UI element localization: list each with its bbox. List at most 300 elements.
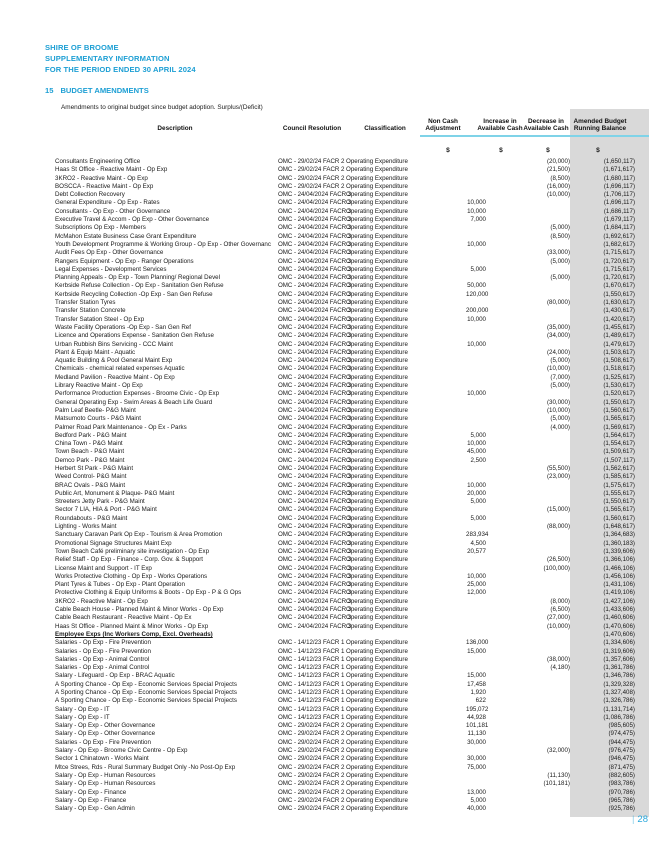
cell-decrease-available-cash [512,216,570,224]
table-row [45,216,649,224]
cell-council-resolution: OMC - 24/04/2024 FACR 3 [278,614,352,622]
table-row [45,233,649,241]
table-row [45,714,649,722]
table-row [45,349,649,357]
cell-council-resolution: OMC - 24/04/2024 FACR 3 [278,572,352,580]
cell-classification: Operating Expenditure [346,755,408,763]
cell-council-resolution: OMC - 24/04/2024 FACR 3 [278,539,352,547]
table-row [45,681,649,689]
cell-council-resolution: OMC - 24/04/2024 FACR 3 [278,274,352,282]
cell-description: Transfer Station Tyres [55,299,116,307]
cell-council-resolution: OMC - 24/04/2024 FACR 3 [278,581,352,589]
cell-increase-available-cash: 10,000 [467,199,486,207]
cell-amended-balance: (1,564,617) [570,432,649,440]
cell-council-resolution: OMC - 14/12/23 FACR 1 [278,647,345,655]
cell-decrease-available-cash [512,581,570,589]
cell-council-resolution: OMC - 24/04/2024 FACR 3 [278,464,352,472]
cell-classification: Operating Expenditure [346,158,408,165]
cell-decrease-available-cash: (5,000) [550,415,570,423]
cell-decrease-available-cash: (80,000) [546,299,570,307]
cell-classification: Operating Expenditure [346,440,408,448]
cell-non-cash-adjustment [420,282,466,290]
cell-description: BOSCCA - Reactive Maint - Op Exp [55,182,154,190]
table-row [45,266,649,274]
cell-non-cash-adjustment [420,382,466,390]
cell-classification: Operating Expenditure [346,216,408,224]
cell-non-cash-adjustment [420,307,466,315]
cell-increase-available-cash: 40,000 [467,805,486,813]
cell-description: Salary - Op Exp - IT [55,713,110,721]
cell-non-cash-adjustment [420,316,466,324]
cell-increase-available-cash: 17,458 [467,680,486,688]
cell-council-resolution: OMC - 24/04/2024 FACR 3 [278,307,352,315]
cell-description: Performance Production Expenses - Broome Civic - Op Exp [55,390,220,398]
cell-council-resolution: OMC - 29/02/24 FACR 2 [278,158,345,165]
cell-decrease-available-cash: (5,000) [550,274,570,282]
table-row [45,722,649,730]
section-number: 15 [45,86,54,95]
cell-increase-available-cash [466,415,512,423]
cell-non-cash-adjustment [420,523,466,531]
cell-increase-available-cash [466,374,512,382]
cell-amended-balance: (925,786) [570,805,649,813]
cell-description: Licence and Operations Expense - Sanitation Gen Refuse [55,332,214,340]
cell-classification: Operating Expenditure [346,406,408,414]
cell-amended-balance: (1,565,617) [570,506,649,514]
cell-description: Plant Tyres & Tubes - Op Exp - Plant Operation [55,581,185,589]
section-title: BUDGET AMENDMENTS [60,86,149,95]
cell-council-resolution: OMC - 24/04/2024 FACR 3 [278,382,352,390]
cell-classification: Operating Expenditure [346,240,408,248]
cell-non-cash-adjustment [420,639,466,647]
cell-increase-available-cash: 44,928 [467,713,486,721]
cell-description: Chemicals - chemical related expenses Aquatic [55,365,185,373]
cell-classification: Operating Expenditure [346,655,408,663]
table-row [45,573,649,581]
cell-non-cash-adjustment [420,216,466,224]
cell-classification: Operating Expenditure [346,290,408,298]
cell-decrease-available-cash [512,307,570,315]
col-header-increase-available-cash: Increase in Available Cash [477,117,523,133]
table-row [45,199,649,207]
cell-non-cash-adjustment [420,623,466,631]
cell-council-resolution: OMC - 29/02/24 FACR 2 [278,805,345,813]
cell-classification: Operating Expenditure [346,639,408,647]
table-row [45,465,649,473]
cell-non-cash-adjustment [420,432,466,440]
cell-increase-available-cash: 11,130 [467,730,486,738]
cell-amended-balance: (1,715,617) [570,249,649,257]
cell-council-resolution: OMC - 24/04/2024 FACR 3 [278,531,352,539]
cell-description: Sector 1 Chinatown - Works Maint [55,755,149,763]
table-row [45,623,649,631]
cell-council-resolution: OMC - 24/04/2024 FACR 3 [278,398,352,406]
cell-amended-balance: (1,585,617) [570,473,649,481]
cell-non-cash-adjustment [420,780,466,788]
cell-increase-available-cash: 5,000 [470,498,486,506]
cell-description: General Operating Exp - Swim Areas & Beach Life Guard [55,398,213,406]
cell-classification: Operating Expenditure [346,606,408,614]
cell-non-cash-adjustment [420,672,466,680]
cell-decrease-available-cash: (88,000) [546,523,570,531]
cell-amended-balance: (1,555,617) [570,490,649,498]
cell-increase-available-cash [466,249,512,257]
cell-description: Public Art, Monument & Plaque- P&G Maint [55,489,175,497]
cell-non-cash-adjustment [420,581,466,589]
cell-amended-balance: (1,550,617) [570,291,649,299]
col-header-description: Description [157,125,193,133]
cell-decrease-available-cash [512,797,570,805]
cell-amended-balance: (1,431,106) [570,581,649,589]
cell-non-cash-adjustment [420,424,466,432]
cell-non-cash-adjustment [420,515,466,523]
cell-description: McMahon Estate Business Case Grant Expenditure [55,232,197,240]
table-row [45,606,649,614]
cell-council-resolution: OMC - 29/02/24 FACR 2 [278,730,345,738]
cell-amended-balance: (1,575,617) [570,482,649,490]
table-row [45,258,649,266]
cell-decrease-available-cash: (8,000) [550,597,570,605]
cell-increase-available-cash [466,233,512,241]
cell-non-cash-adjustment [420,739,466,747]
cell-council-resolution: OMC - 14/12/23 FACR 1 [278,639,345,647]
cell-description: Protective Clothing & Equip Uniforms & Boots - Op Exp - P & G Ops [55,589,242,597]
cell-council-resolution: OMC - 24/04/2024 FACR 3 [278,556,352,564]
cell-increase-available-cash [466,465,512,473]
cell-description: 3KRO2 - Reactive Maint - Op Exp [55,597,148,605]
table-row [45,324,649,332]
cell-amended-balance: (1,364,683) [570,531,649,539]
cell-classification: Operating Expenditure [346,423,408,431]
cell-description: Salary - Op Exp - Finance [55,788,127,796]
cell-classification: Operating Expenditure [346,232,408,240]
cell-amended-balance: (1,550,617) [570,498,649,506]
cell-description: Town Beach Café preliminary site investigation - Op Exp [55,547,210,555]
cell-increase-available-cash [466,175,512,183]
report-subtitle: SUPPLEMENTARY INFORMATION [45,54,170,64]
cell-classification: Operating Expenditure [346,166,408,174]
cell-council-resolution: OMC - 24/04/2024 FACR 3 [278,265,352,273]
cell-increase-available-cash: 5,000 [470,514,486,522]
cell-description: Streeters Jetty Park - P&G Maint [55,498,145,506]
table-row [45,548,649,556]
table-body [45,158,649,813]
cell-increase-available-cash [466,424,512,432]
cell-description: Salary - Op Exp - Human Resources [55,771,156,779]
cell-amended-balance: (1,680,117) [570,175,649,183]
cell-increase-available-cash [466,506,512,514]
cell-amended-balance: (1,470,606) [570,623,649,631]
cell-amended-balance: (944,475) [570,739,649,747]
intro-text: Amendments to original budget since budget adoption. Surplus/(Deficit) [61,104,263,111]
cell-council-resolution: OMC - 29/02/24 FACR 2 [278,747,345,755]
cell-non-cash-adjustment [420,656,466,664]
cell-amended-balance: (965,786) [570,797,649,805]
col-header-decrease-available-cash: Decrease in Available Cash [523,117,569,133]
table-row [45,307,649,315]
table-row [45,772,649,780]
cell-amended-balance: (1,360,183) [570,540,649,548]
cell-council-resolution: OMC - 29/02/24 FACR 2 [278,166,345,174]
table-row [45,706,649,714]
cell-description: Salaries - Op Exp - Fire Prevention [55,639,151,647]
cell-classification: Operating Expenditure [346,191,408,199]
cell-description: Youth Development Programme & Working Group - Op Exp - Other Governanc [55,240,271,248]
cell-decrease-available-cash [512,706,570,714]
cell-non-cash-adjustment [420,482,466,490]
cell-non-cash-adjustment [420,614,466,622]
cell-increase-available-cash [466,606,512,614]
table-row [45,399,649,407]
table-row [45,556,649,564]
table-row [45,540,649,548]
cell-decrease-available-cash: (4,000) [550,423,570,431]
cell-increase-available-cash: 20,000 [467,489,486,497]
cell-non-cash-adjustment [420,349,466,357]
cell-decrease-available-cash: (6,500) [550,606,570,614]
cell-non-cash-adjustment [420,648,466,656]
cell-council-resolution: OMC - 24/04/2024 FACR 3 [278,481,352,489]
cell-amended-balance: (1,706,117) [570,191,649,199]
cell-council-resolution: OMC - 24/04/2024 FACR 3 [278,282,352,290]
cell-decrease-available-cash [512,548,570,556]
cell-classification: Operating Expenditure [346,274,408,282]
cell-decrease-available-cash [512,805,570,813]
cell-decrease-available-cash [512,648,570,656]
cell-increase-available-cash [466,158,512,166]
cell-classification: Operating Expenditure [346,547,408,555]
cell-classification: Operating Expenditure [346,224,408,232]
cell-increase-available-cash: 200,000 [466,307,489,315]
cell-council-resolution: OMC - 24/04/2024 FACR 3 [278,299,352,307]
cell-description: Plant & Equip Maint - Aquatic [55,348,136,356]
cell-increase-available-cash: 283,934 [466,531,489,539]
cell-amended-balance: (1,419,106) [570,589,649,597]
cell-decrease-available-cash: (5,000) [550,257,570,265]
cell-classification: Operating Expenditure [346,315,408,323]
table-row [45,614,649,622]
table-row [45,191,649,199]
cell-council-resolution: OMC - 24/04/2024 FACR 3 [278,332,352,340]
cell-non-cash-adjustment [420,357,466,365]
cell-classification: Operating Expenditure [346,307,408,315]
cell-amended-balance: (1,503,617) [570,349,649,357]
table-row [45,208,649,216]
cell-council-resolution: OMC - 14/12/23 FACR 1 [278,705,345,713]
cell-non-cash-adjustment [420,341,466,349]
cell-amended-balance: (1,427,106) [570,598,649,606]
cell-classification: Operating Expenditure [346,672,408,680]
cell-non-cash-adjustment [420,598,466,606]
cell-increase-available-cash [466,332,512,340]
cell-description: Salaries - Op Exp - Animal Control [55,664,150,672]
cell-amended-balance: (970,786) [570,789,649,797]
cell-decrease-available-cash [512,208,570,216]
cell-amended-balance: (1,470,606) [570,631,649,639]
table-row [45,365,649,373]
cell-increase-available-cash: 10,000 [467,207,486,215]
cell-decrease-available-cash [512,199,570,207]
cell-classification: Operating Expenditure [346,771,408,779]
cell-description: BRAC Ovals - P&G Maint [55,481,126,489]
cell-non-cash-adjustment [420,199,466,207]
cell-description: Herbert St Park - P&G Maint [55,464,134,472]
cell-increase-available-cash: 10,000 [467,572,486,580]
cell-amended-balance: (1,456,106) [570,573,649,581]
cell-decrease-available-cash [512,531,570,539]
table-row [45,457,649,465]
cell-non-cash-adjustment [420,365,466,373]
cell-description: Salary - Op Exp - Finance [55,796,127,804]
cell-council-resolution: OMC - 24/04/2024 FACR 3 [278,390,352,398]
cell-decrease-available-cash [512,482,570,490]
cell-council-resolution: OMC - 29/02/24 FACR 2 [278,780,345,788]
cell-council-resolution: OMC - 24/04/2024 FACR 3 [278,506,352,514]
cell-non-cash-adjustment [420,490,466,498]
table-row [45,598,649,606]
table-row [45,672,649,680]
table-row [45,374,649,382]
cell-description: Library Reactive Maint - Op Exp [55,382,143,390]
cell-decrease-available-cash [512,282,570,290]
table-row [45,515,649,523]
cell-council-resolution: OMC - 24/04/2024 FACR 3 [278,473,352,481]
cell-description: Matsumoto Courts - P&G Maint [55,415,141,423]
cell-classification: Operating Expenditure [346,796,408,804]
cell-description: Demco Park - P&G Maint [55,456,125,464]
cell-council-resolution: OMC - 24/04/2024 FACR 3 [278,564,352,572]
cell-council-resolution [278,631,346,639]
cell-amended-balance: (1,525,617) [570,374,649,382]
cell-non-cash-adjustment [420,407,466,415]
cell-decrease-available-cash [512,515,570,523]
cell-decrease-available-cash [512,672,570,680]
cell-increase-available-cash [466,772,512,780]
cell-description: Planning Appeals - Op Exp - Town Planning/ Regional Devel [55,274,220,282]
table-row [45,241,649,249]
table-row [45,332,649,340]
cell-increase-available-cash [466,623,512,631]
cell-decrease-available-cash [512,739,570,747]
currency-symbol-amended: $ [596,147,600,154]
cell-non-cash-adjustment [420,755,466,763]
cell-increase-available-cash [466,166,512,174]
cell-amended-balance: (1,679,117) [570,216,649,224]
cell-description: Transfer Station Concrete [55,307,126,315]
table-row [45,589,649,597]
cell-description: 3KRO2 - Reactive Maint - Op Exp [55,174,148,182]
cell-non-cash-adjustment [420,473,466,481]
cell-increase-available-cash [466,631,512,639]
cell-non-cash-adjustment [420,374,466,382]
cell-classification: Operating Expenditure [346,523,408,531]
cell-amended-balance: (974,475) [570,730,649,738]
table-row [45,523,649,531]
cell-increase-available-cash: 622 [475,697,486,705]
cell-classification: Operating Expenditure [346,556,408,564]
cell-classification: Operating Expenditure [346,323,408,331]
cell-decrease-available-cash: (5,000) [550,224,570,232]
currency-symbol-non-cash: $ [446,147,450,154]
cell-classification: Operating Expenditure [346,506,408,514]
cell-amended-balance: (1,339,606) [570,548,649,556]
cell-description: Mtce Strees, Rds - Rural Summary Budget Only -No Post-Op Exp [55,763,236,771]
section-heading [45,86,149,95]
cell-classification: Operating Expenditure [346,448,408,456]
cell-amended-balance: (1,366,106) [570,556,649,564]
page-number-separator: | [631,814,635,825]
cell-increase-available-cash [466,224,512,232]
cell-non-cash-adjustment [420,764,466,772]
cell-description: Haas St Office - Reactive Maint - Op Exp [55,166,168,174]
cell-increase-available-cash [466,349,512,357]
cell-amended-balance: (1,671,617) [570,166,649,174]
table-row [45,415,649,423]
cell-council-resolution: OMC - 24/04/2024 FACR 3 [278,456,352,464]
cell-classification: Operating Expenditure [346,398,408,406]
table-row [45,697,649,705]
cell-council-resolution: OMC - 24/04/2024 FACR 3 [278,257,352,265]
cell-council-resolution: OMC - 24/04/2024 FACR 3 [278,340,352,348]
cell-decrease-available-cash [512,689,570,697]
cell-description: Consultants Engineering Office [55,158,141,165]
cell-council-resolution: OMC - 29/02/24 FACR 2 [278,788,345,796]
cell-council-resolution: OMC - 24/04/2024 FACR 3 [278,514,352,522]
cell-amended-balance: (1,319,606) [570,648,649,656]
cell-decrease-available-cash: (21,500) [546,166,570,174]
cell-classification: Operating Expenditure [346,730,408,738]
cell-decrease-available-cash: (10,000) [546,406,570,414]
cell-amended-balance: (1,569,617) [570,424,649,432]
cell-increase-available-cash [466,407,512,415]
table-row [45,531,649,539]
cell-classification: Operating Expenditure [346,697,408,705]
cell-amended-balance: (1,562,617) [570,465,649,473]
cell-classification: Operating Expenditure [346,664,408,672]
cell-increase-available-cash [466,191,512,199]
cell-decrease-available-cash [512,789,570,797]
cell-classification: Operating Expenditure [346,564,408,572]
cell-non-cash-adjustment [420,399,466,407]
cell-description: Waste Facility Operations -Op Exp - San Gen Ref [55,323,191,331]
cell-amended-balance: (1,420,617) [570,316,649,324]
cell-description: Medland Pavilion - Reactive Maint - Op Exp [55,373,175,381]
cell-description: Promotional Signage Structures Maint Exp [55,539,172,547]
cell-amended-balance: (1,086,786) [570,714,649,722]
cell-classification: Operating Expenditure [346,199,408,207]
cell-decrease-available-cash [512,390,570,398]
cell-description: Salaries - Op Exp - Fire Prevention [55,647,151,655]
table-row [45,357,649,365]
cell-classification: Operating Expenditure [346,332,408,340]
cell-non-cash-adjustment [420,548,466,556]
table-row [45,183,649,191]
cell-increase-available-cash: 10,000 [467,240,486,248]
cell-council-resolution: OMC - 14/12/23 FACR 1 [278,680,345,688]
cell-non-cash-adjustment [420,332,466,340]
cell-council-resolution: OMC - 24/04/2024 FACR 3 [278,523,352,531]
cell-council-resolution: OMC - 29/02/24 FACR 2 [278,174,345,182]
cell-amended-balance: (1,530,617) [570,382,649,390]
cell-description: A Sporting Chance - Op Exp - Economic Services Special Projects [55,680,237,688]
cell-increase-available-cash: 50,000 [467,282,486,290]
cell-council-resolution: OMC - 24/04/2024 FACR 3 [278,290,352,298]
cell-increase-available-cash [466,382,512,390]
cell-decrease-available-cash: (34,000) [546,332,570,340]
cell-description: Consultants - Op Exp - Other Governance [55,207,171,215]
cell-non-cash-adjustment [420,681,466,689]
cell-decrease-available-cash: (20,000) [546,158,570,165]
